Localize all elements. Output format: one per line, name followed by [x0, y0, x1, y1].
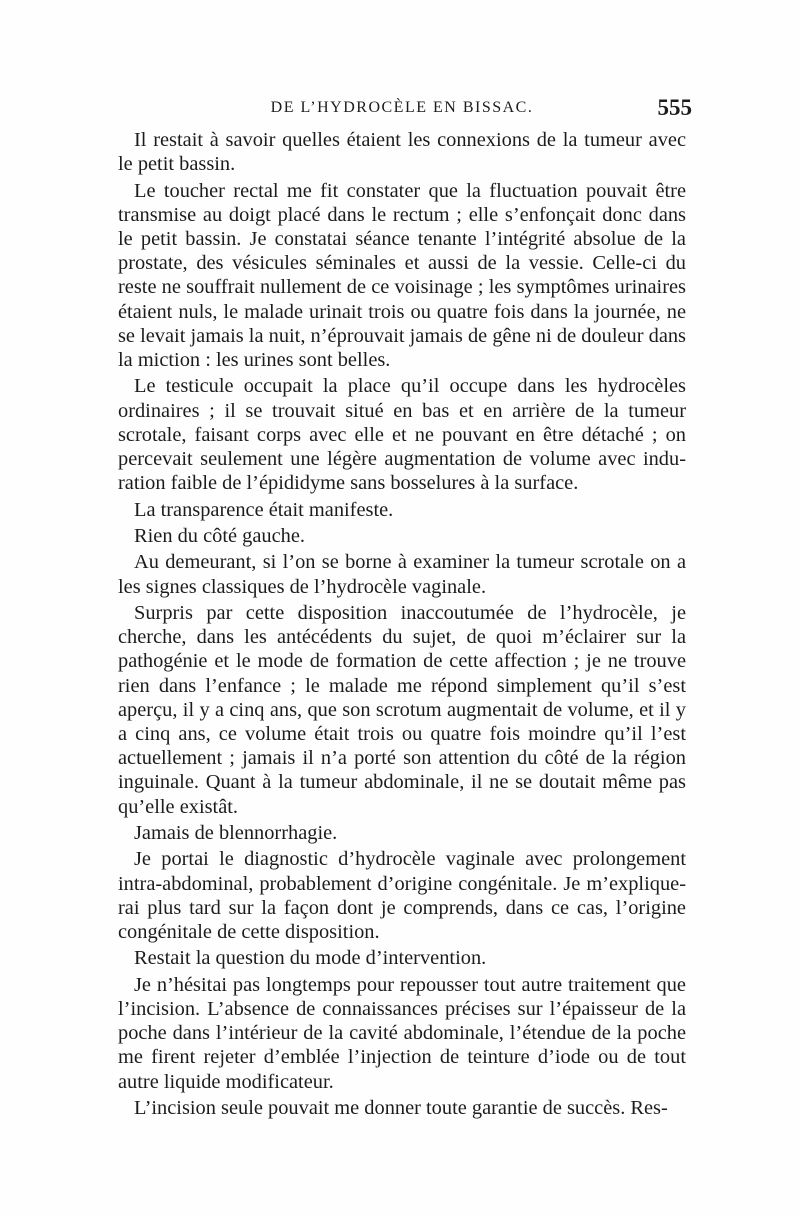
- paragraph-au-demeurant: Au demeurant, si l’on se borne à examiner la tumeur scrotale on a les signes classiques de l’hydrocèle vaginale.: [118, 551, 686, 598]
- paragraph-cote-gauche: Rien du côté gauche.: [134, 525, 305, 547]
- paragraph-toucher-rectal: Le toucher rectal me fit constater que la fluctuation pouvait être transmise au doigt placé dans le rectum ; elle s’enfonçait donc dans le petit bassin. Je constatai séance tenante l’intégrité absolue de la prostate, des vésicules séminales et aussi de la vessie. Celle-ci du reste ne souffrait nullement de ce voisinage ; les symptômes urinaires étaient nuls, le malade urinait trois ou quatre fois dans la journée, ne se levait jamais la nuit, n’éprouvait jamais de gêne ni de douleur dans la miction : les urines sont belles.: [118, 179, 686, 372]
- paragraph-diagnostic: Je portai le diagnostic d’hydrocèle vaginale avec prolongement intra-abdominal, probablement d’origine congénitale. Je m’expliquerai plus tard sur la façon dont je comprends, dans ce cas, l’origine congénitale de cette disposition.: [118, 848, 686, 943]
- paragraph-transparence: La transparence était manifeste.: [134, 498, 394, 521]
- paragraph-testicule: Le testicule occupait la place qu’il occupe dans les hydrocèles ordinaires ; il se trouvait situé en bas et en arrière de la tumeur scrotale, faisant corps avec elle et ne pouvant en être détaché ; on percevait seulement une légère augmentation de volume avec induration faible de l’épididyme sans bosselures à la surface.: [118, 375, 686, 495]
- page-number: 555: [657, 95, 692, 120]
- running-head: [118, 95, 692, 125]
- paragraph-surpris: Surpris par cette disposition inaccoutumée de l’hydrocèle, je cherche, dans les antécédents du sujet, de quoi m’éclairer sur la pathogénie et le mode de formation de cette affection ; je ne trouve rien dans l’enfance ; le malade me répond simplement qu’il s’est aperçu, il y a cinq ans, que son scrotum augmentait de volume, et il y a cinq ans, ce volume était trois ou quatre fois moindre qu’il l’est actuellement ; jamais il n’a porté son attention du côté de la région inguinale. Quant à la tumeur abdominale, il ne se doutait même pas qu’elle existât.: [118, 601, 686, 818]
- paragraph-intervention: Restait la question du mode d’intervention.: [134, 947, 487, 970]
- paragraph-blennorrhagie: Jamais de blennorrhagie.: [134, 822, 338, 844]
- paragraph-connexions: Il restait à savoir quelles étaient les connexions de la tumeur avec le petit bassin.: [118, 129, 686, 176]
- paragraph-garantie: L’incision seule pouvait me donner toute garantie de succès. Res-: [134, 1096, 668, 1119]
- running-title: DE L’HYDROCÈLE EN BISSAC.: [270, 99, 534, 116]
- paragraph-incision: Je n’hésitai pas longtemps pour repousser tout autre traitement que l’incision. L’absence de connaissances précises sur l’épaisseur de la poche dans l’intérieur de la cavité abdominale, l’étendue de la poche me firent rejeter d’emblée l’injection de teinture d’iode ou de tout autre liquide modificateur.: [118, 973, 686, 1093]
- body-text: [118, 128, 686, 1122]
